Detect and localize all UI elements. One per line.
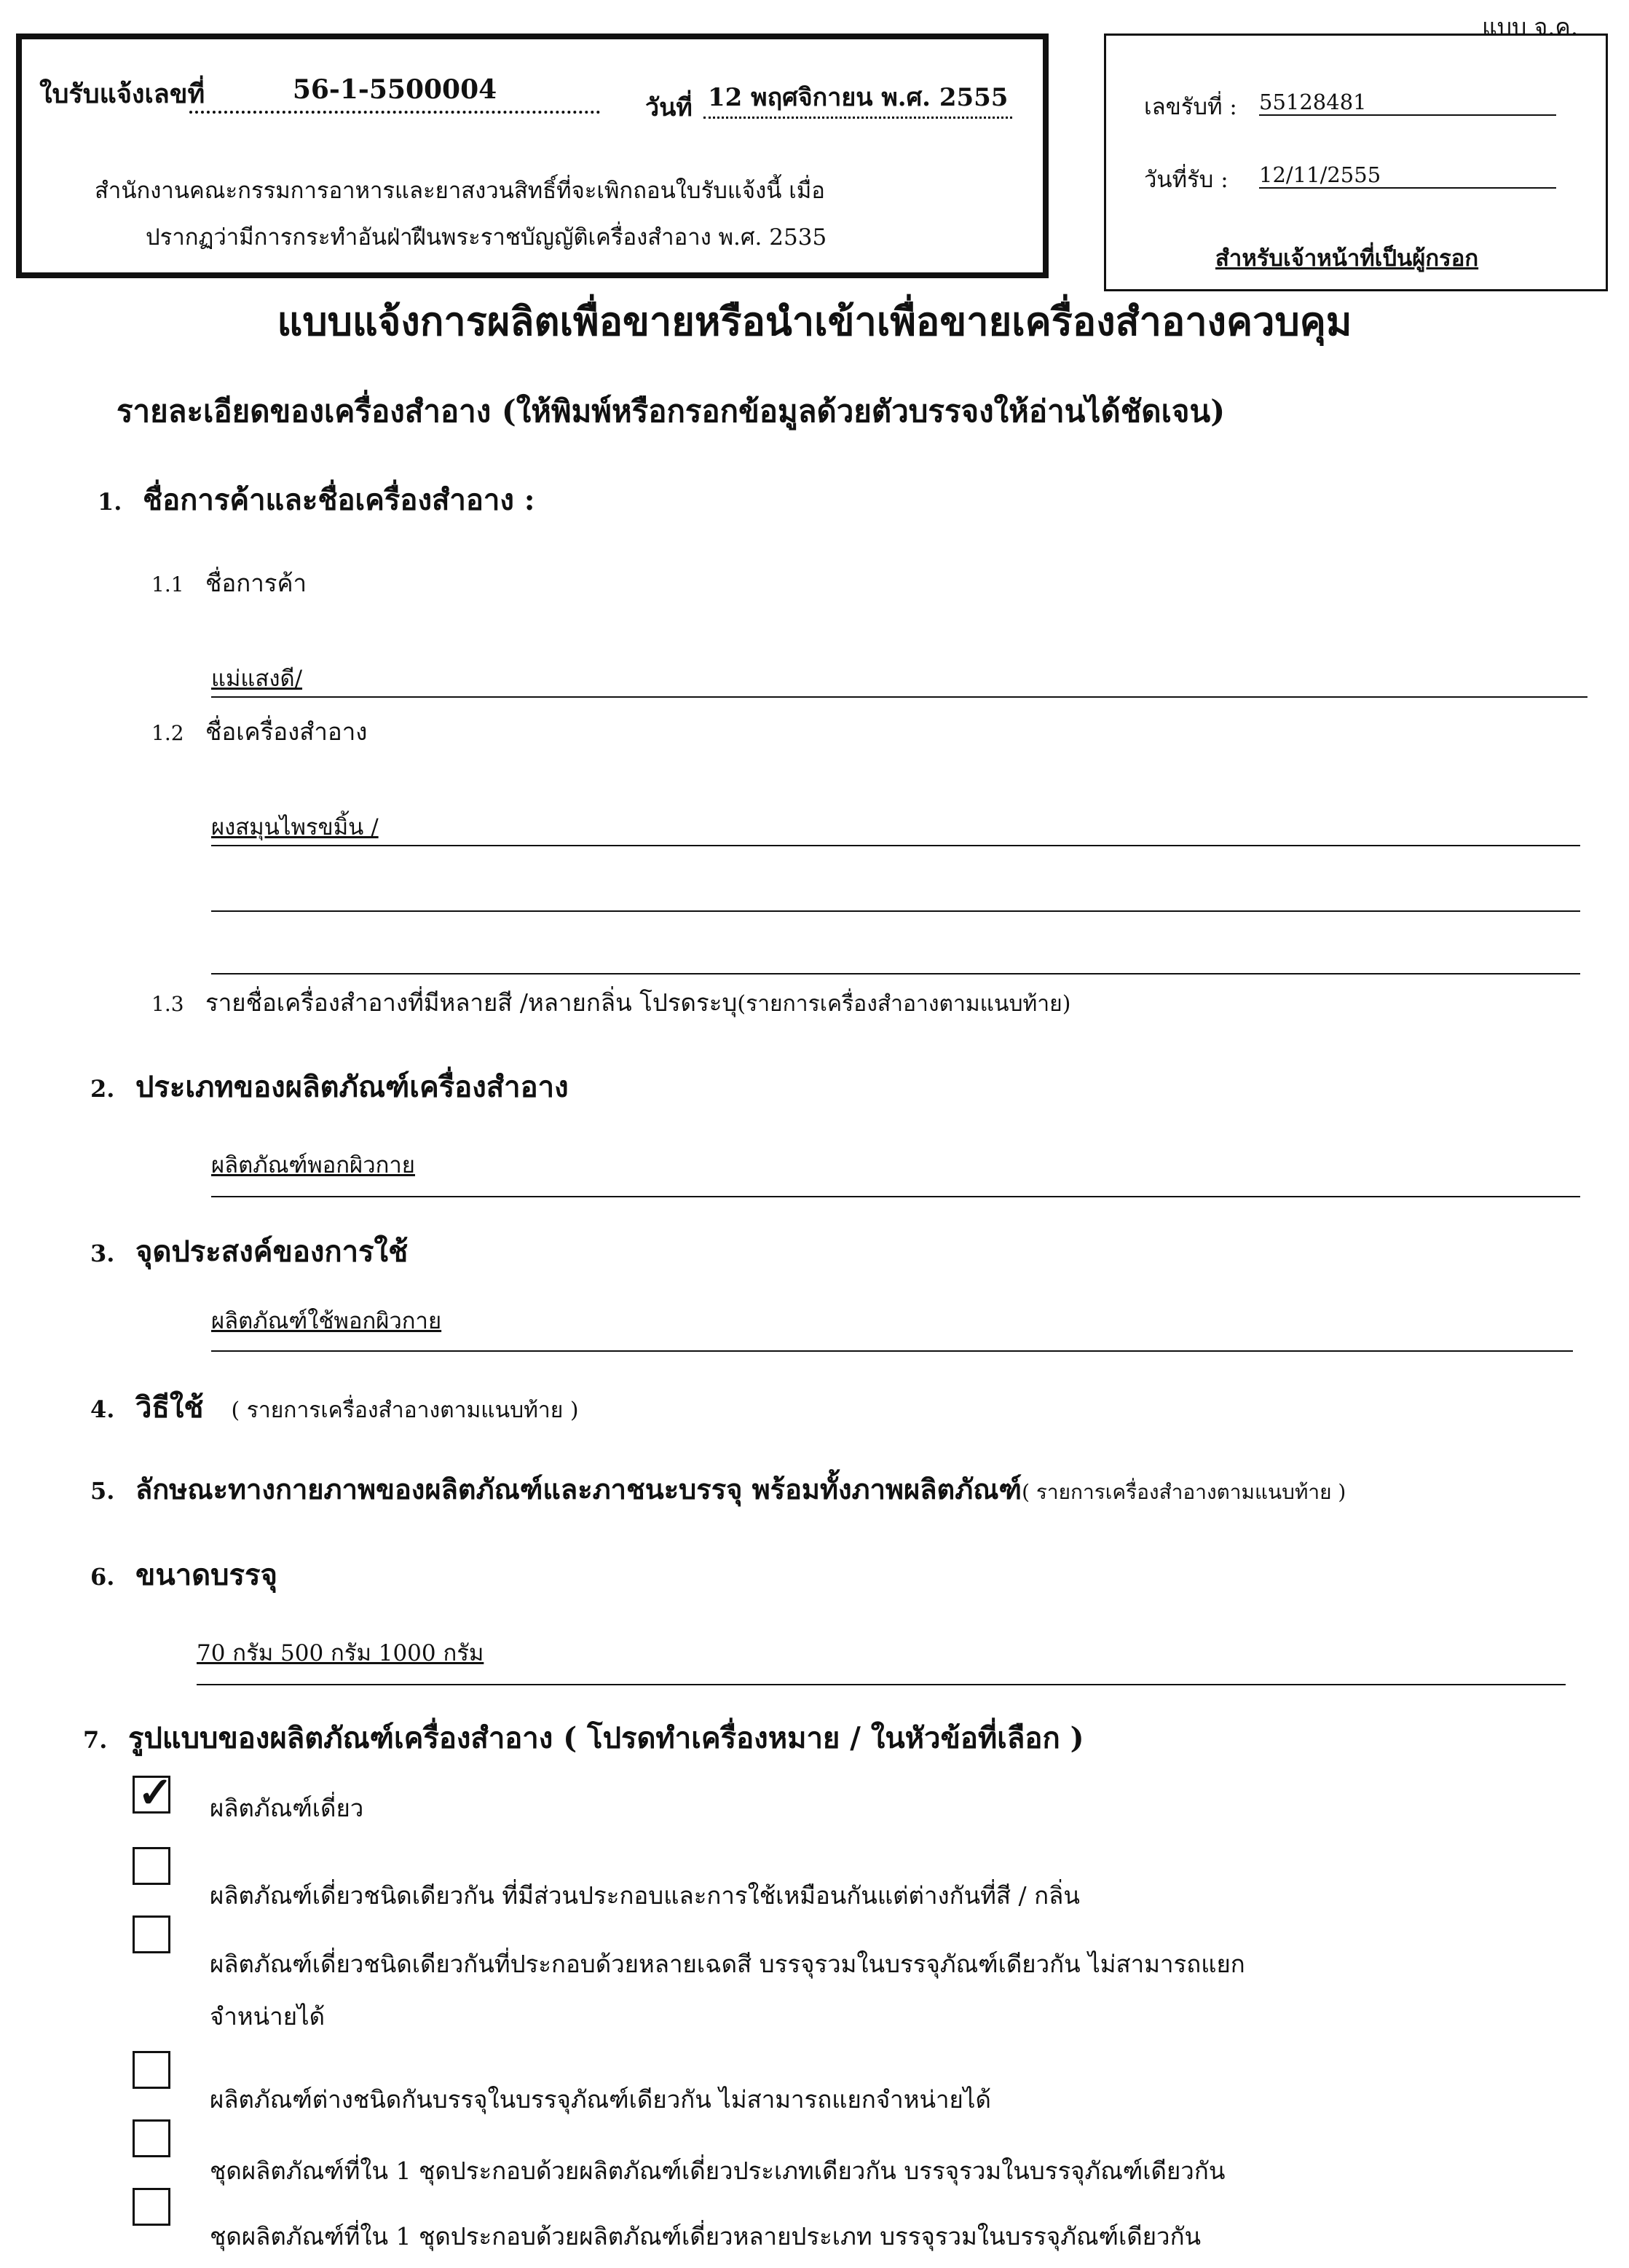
option-set-same-category-checkbox[interactable] [133, 2119, 170, 2157]
product-type-field[interactable] [211, 1142, 1580, 1197]
section-1-2-number: 1.2 [151, 721, 184, 745]
section-7-number: 7. [83, 1726, 108, 1754]
purpose-field[interactable] [211, 1298, 1573, 1352]
section-7-heading: รูปแบบของผลิตภัณฑ์เครื่องสำอาง ( โปรดทำเครื่องหมาย / ในหัวข้อที่เลือก ) [128, 1721, 1084, 1755]
section-4-title [90, 1384, 579, 1430]
section-1-3-heading: รายชื่อเครื่องสำอางที่มีหลายสี /หลายกลิ่น โปรดระบุ [205, 988, 738, 1017]
option-same-type-color-scent-label: ผลิตภัณฑ์เดี่ยวชนิดเดียวกัน ที่มีส่วนประกอบและการใช้เหมือนกันแต่ต่างกันที่สี / กลิ่น [210, 1881, 1080, 1910]
receipt-number: 56-1-5500004 [189, 73, 600, 114]
trade-name-field[interactable] [211, 655, 1587, 698]
officer-footer: สำหรับเจ้าหน้าที่เป็นผู้กรอก [1215, 245, 1479, 272]
purpose-value: ผลิตภัณฑ์ใช้พอกผิวกาย [211, 1308, 442, 1334]
section-2-heading: ประเภทของผลิตภัณฑ์เครื่องสำอาง [135, 1070, 569, 1104]
section-5-note: ( รายการเครื่องสำอางตามแนบท้าย ) [1022, 1480, 1346, 1504]
option-different-types-checkbox[interactable] [133, 2051, 170, 2089]
package-size-field[interactable] [197, 1631, 1566, 1685]
receipt-number-label: ใบรับแจ้งเลขที่ [39, 79, 205, 109]
officer-receipt-date-label: วันที่รับ : [1144, 167, 1228, 193]
option-same-type-color-scent-checkbox[interactable] [133, 1847, 170, 1885]
section-1-3-note: (รายการเครื่องสำอางตามแนบท้าย) [737, 991, 1071, 1017]
form-code: แบบ จ.ค. [1482, 13, 1578, 41]
receipt-box [16, 34, 1049, 278]
section-4-note: ( รายการเครื่องสำอางตามแนบท้าย ) [231, 1398, 579, 1423]
section-6-number: 6. [90, 1563, 115, 1591]
section-1-heading: ชื่อการค้าและชื่อเครื่องสำอาง : [143, 483, 535, 517]
cosmetic-name-field-line3[interactable] [211, 937, 1580, 974]
option-different-types-label: ผลิตภัณฑ์ต่างชนิดกันบรรจุในบรรจุภัณฑ์เดียวกัน ไม่สามารถแยกจำหน่ายได้ [210, 2085, 991, 2114]
receipt-date: 12 พฤศจิกายน พ.ศ. 2555 [703, 77, 1012, 119]
section-1-number: 1. [98, 488, 122, 516]
receipt-date-label: วันที่ [645, 93, 693, 122]
section-1-2-label [151, 712, 367, 751]
section-5-number: 5. [90, 1477, 115, 1505]
page-title: แบบแจ้งการผลิตเพื่อขายหรือนำเข้าเพื่อขายเครื่องสำอางควบคุม [277, 298, 1352, 344]
option-single-product-checkbox[interactable] [133, 1768, 173, 1817]
section-3-title [90, 1228, 408, 1275]
section-2-title [90, 1063, 569, 1110]
check-mark-icon: ✓ [138, 1768, 173, 1817]
receipt-note-line1: สำนักงานคณะกรรมการอาหารและยาสงวนสิทธิ์ที่จะเพิกถอนใบรับแจ้งนี้ เมื่อ [95, 178, 825, 204]
product-type-value: ผลิตภัณฑ์พอกผิวกาย [211, 1152, 415, 1178]
section-1-1-heading: ชื่อการค้า [205, 569, 307, 597]
section-1-1-label [151, 564, 307, 602]
section-1-3-label [151, 983, 1070, 1022]
cosmetic-name-field[interactable] [211, 804, 1580, 846]
package-size-value: 70 กรัม 500 กรัม 1000 กรัม [197, 1640, 484, 1666]
officer-receipt-no-label: เลขรับที่ : [1144, 94, 1237, 120]
section-1-3-number: 1.3 [151, 992, 184, 1016]
option-set-same-category-label: ชุดผลิตภัณฑ์ที่ใน 1 ชุดประกอบด้วยผลิตภัณฑ์เดี่ยวประเภทเดียวกัน บรรจุรวมในบรรจุภัณฑ์เดียวกัน [210, 2157, 1226, 2185]
section-2-number: 2. [90, 1075, 115, 1103]
section-5-title [90, 1467, 1346, 1511]
section-7-title [83, 1714, 1084, 1761]
section-1-1-number: 1.1 [151, 572, 184, 596]
section-4-number: 4. [90, 1395, 115, 1423]
section-3-heading: จุดประสงค์ของการใช้ [135, 1235, 409, 1269]
option-set-multi-category-label: ชุดผลิตภัณฑ์ที่ใน 1 ชุดประกอบด้วยผลิตภัณฑ์เดี่ยวหลายประเภท บรรจุรวมในบรรจุภัณฑ์เดียวกัน [210, 2222, 1202, 2251]
option-multi-shade-label-line2: จำหน่ายได้ [210, 2002, 326, 2031]
section-1-title [98, 476, 535, 523]
cosmetic-name-field-line2[interactable] [211, 874, 1580, 912]
option-set-multi-category-checkbox[interactable] [133, 2188, 170, 2226]
section-1-2-heading: ชื่อเครื่องสำอาง [205, 717, 368, 746]
receipt-note-line2: ปรากฏว่ามีการกระทำอันฝ่าฝืนพระราชบัญญัติเครื่องสำอาง พ.ศ. 2535 [146, 224, 827, 251]
section-6-title [90, 1551, 277, 1598]
cosmetic-name-value: ผงสมุนไพรขมิ้น / [211, 814, 379, 840]
option-multi-shade-checkbox[interactable] [133, 1915, 170, 1953]
section-6-heading: ขนาดบรรจุ [135, 1558, 277, 1592]
trade-name-value: แม่แสงดี/ [211, 666, 303, 692]
option-single-product-label: ผลิตภัณฑ์เดี่ยว [210, 1794, 364, 1822]
section-4-heading: วิธีใช้ [135, 1390, 204, 1425]
officer-receipt-date: 12/11/2555 [1259, 162, 1556, 189]
section-3-number: 3. [90, 1240, 115, 1267]
officer-box [1104, 34, 1608, 291]
page-subtitle: รายละเอียดของเครื่องสำอาง (ให้พิมพ์หรือกรอกข้อมูลด้วยตัวบรรจงให้อ่านได้ชัดเจน) [117, 393, 1226, 429]
option-multi-shade-label: ผลิตภัณฑ์เดี่ยวชนิดเดียวกันที่ประกอบด้วยหลายเฉดสี บรรจุรวมในบรรจุภัณฑ์เดียวกัน ไม่สามารถแยก [210, 1950, 1245, 1978]
section-5-heading: ลักษณะทางกายภาพของผลิตภัณฑ์และภาชนะบรรจุ พร้อมทั้งภาพผลิตภัณฑ์ [135, 1473, 1022, 1505]
officer-receipt-no: 55128481 [1259, 90, 1556, 116]
